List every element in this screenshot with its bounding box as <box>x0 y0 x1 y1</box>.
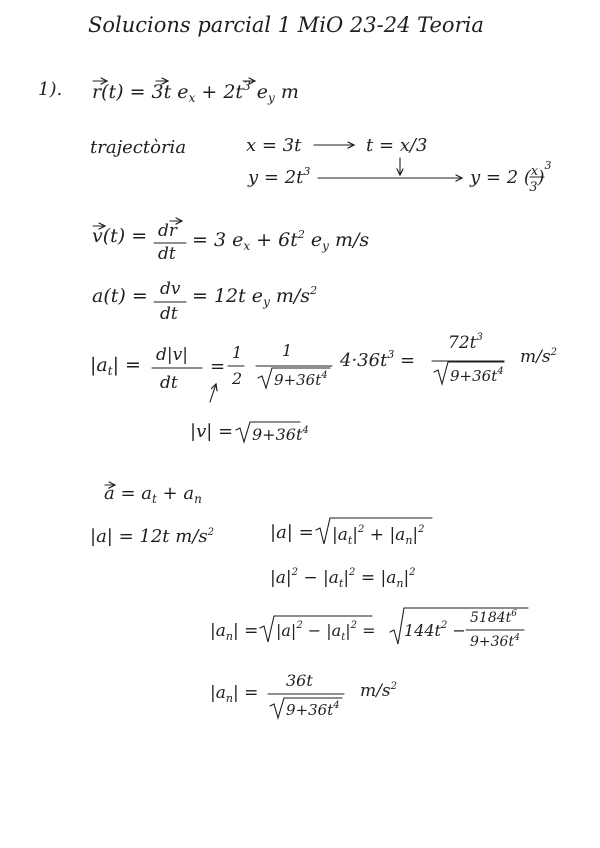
normal-acceleration <box>210 608 528 650</box>
acceleration-squared-relation <box>270 567 416 590</box>
svg-text:m/s2: $m/s^2$ <box>520 347 557 367</box>
trajectory-block <box>90 135 552 195</box>
svg-text:|v| =: |v| = <box>190 421 234 442</box>
svg-text:dv: dv <box>160 279 181 299</box>
svg-text:5184t6: $5184t^6$ <box>470 609 517 626</box>
svg-text:36t: 36t <box>286 671 313 690</box>
svg-text:dt: dt <box>160 373 178 393</box>
acceleration-magnitude-sqrt <box>270 518 432 547</box>
svg-text:4·36t3 =: $4\cdot 36t^3$ = <box>340 348 416 371</box>
svg-text:= 12t ey m/s2: = 12t $e_y$ $m/s^2$ <box>192 284 318 309</box>
problem-number: 1). <box>38 79 63 100</box>
svg-text:= 3 ex + 6t2 ey m/s: = 3 $e_x + 6t^2$ $e_y$ m/s <box>192 228 370 253</box>
velocity-magnitude <box>190 421 309 444</box>
svg-text:=: = <box>210 356 226 377</box>
svg-text:|a|2 − |at|2 = |an|2: $|a|^2 - |a_t|^2 = |a_n|^2$ <box>270 567 416 590</box>
svg-text:m/s2: $m/s^2$ <box>360 681 397 701</box>
svg-text:9+36t4: $9+36t^4$ <box>252 425 309 444</box>
svg-text:144t2 −: $144t^2$ − <box>404 620 466 640</box>
svg-text:1: 1 <box>282 341 293 360</box>
y-final-equation: y = 2 ($^x$ 3)$^3$ <box>470 159 552 195</box>
svg-text:|a| = 12t m/s2: |a| = 12t $m/s^2$ <box>90 526 214 547</box>
svg-text:a(t) =: a(t) = <box>92 285 148 307</box>
svg-text:a = at + an: $a = a_t + a_n$ <box>104 483 202 506</box>
svg-text:|a| =: |a| = <box>270 522 314 543</box>
y-equation: $y = 2t^3$ <box>248 165 311 188</box>
svg-text:9+36t4: $9+36t^4$ <box>450 366 504 385</box>
normal-acceleration-final <box>210 671 397 719</box>
position-equation <box>92 79 299 105</box>
acceleration-sum <box>104 483 202 506</box>
x-equation: x = 3t <box>246 135 302 156</box>
svg-text:1: 1 <box>232 343 243 362</box>
svg-text:72t3: $72t^3$ <box>448 332 483 353</box>
svg-text:9+36t4: $9+36t^4$ <box>470 633 520 650</box>
svg-text:2: 2 <box>232 369 243 388</box>
svg-text:dr: dr <box>158 221 178 241</box>
acceleration-magnitude <box>90 526 214 547</box>
acceleration-equation <box>92 279 317 324</box>
svg-text:dt: dt <box>160 304 178 324</box>
svg-text:|a|2 − |at|2 =: $|a|^2 - |a_t|^2$ = <box>276 620 376 643</box>
svg-text:|an| =: $|a_n|$ = <box>210 683 259 705</box>
svg-text:9+36t4: $9+36t^4$ <box>286 700 340 719</box>
page-title: Solucions parcial 1 MiO 23-24 Teoria <box>88 13 484 37</box>
tangential-acceleration <box>90 332 557 402</box>
svg-text:r(t) = 3t ex + 2t3 ey m: r(t) = 3t $e_x + 2t^3$ $e_y$ m <box>92 79 299 105</box>
svg-text:d|v|: d|v| <box>156 345 188 365</box>
velocity-equation <box>92 221 369 264</box>
svg-text:|at|2 + |an|2: $|a_t|^2 + |a_n|^2$ <box>332 524 425 547</box>
trajectory-label: trajectòria <box>90 137 187 158</box>
svg-text:9+36t4: $9+36t^4$ <box>274 370 328 389</box>
svg-text:|at| =: $|a_t|$ = <box>90 354 141 378</box>
svg-text:dt: dt <box>158 244 176 264</box>
svg-text:v(t) =: v(t) = <box>92 225 148 247</box>
svg-text:|an| =: $|a_n|$ = <box>210 621 259 643</box>
t-equation: t = x/3 <box>366 135 428 156</box>
